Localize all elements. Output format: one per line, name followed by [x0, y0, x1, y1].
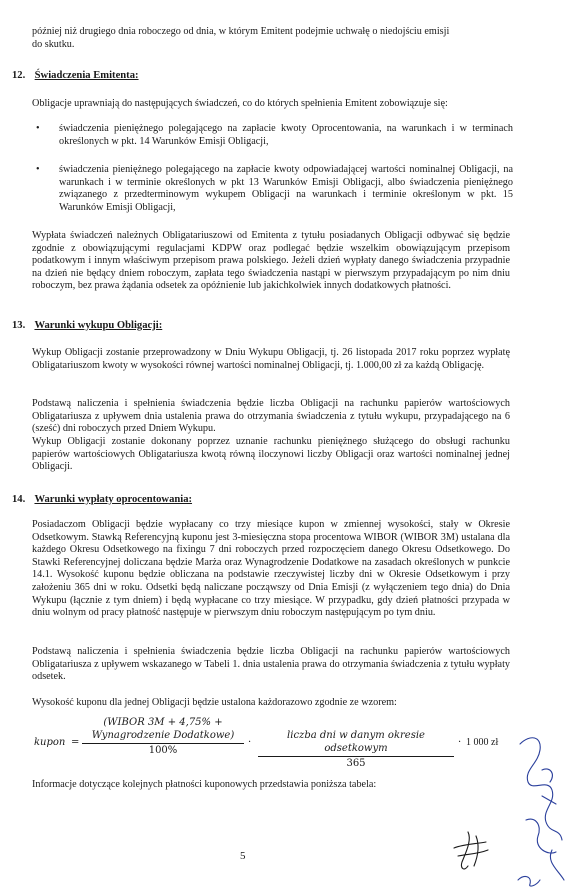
multiply-sign: · — [458, 737, 462, 748]
intro-line-2: do skutku. — [32, 39, 75, 50]
section-13-heading — [12, 320, 162, 333]
section-14-heading — [12, 494, 192, 507]
rate-numerator-line-1: (WIBOR 3M + 4,75% + — [103, 717, 223, 728]
formula-equals: = — [71, 737, 80, 748]
section-number: 14. — [12, 494, 26, 505]
section-13-paragraph-1: Wykup Obligacji zostanie przeprowadzony w Dniu Wykupu Obligacji, tj. 26 listopada 2017 roku poprzez wypłatę Obligatariuszom kwoty w wysokości równej wartości nominalnej Obligacji, tj. 1.000,00 zł za każdą Obligację. — [32, 347, 510, 371]
rate-numerator-line-2: Wynagrodzenie Dodatkowe) — [91, 729, 235, 741]
section-14-paragraph-2: Podstawą naliczenia i spełnienia świadczenia będzie liczba Obligacji na rachunku papierów wartościowych Obligatariusza z upływem wskazanego w Tabeli 1. dnia ustalenia prawa do otrzymania świadczenia z tytułu wypłaty odsetek. — [32, 646, 510, 683]
section-title: Warunki wykupu Obligacji: — [34, 320, 163, 331]
section-number: 13. — [12, 320, 26, 331]
section-14-paragraph-1: Posiadaczom Obligacji będzie wypłacany co trzy miesiące kupon w zmiennej wysokości, stały w Okresie Odsetkowym. Stawką Referencyjną kuponu jest 3-miesięczna stopa procentowa WIBOR (WIBOR 3M) ustalana dla każdego Okresu Odsetkowego na fixingu 7 dni roboczych przed rozpoczęciem danego Okresu Odsetkowego. Do Stawki Referencyjnej doliczana będzie Marża oraz Wynagrodzenie Dodatkowe na zasadach określonych w punkcie 14.1. Wysokość kuponu będzie obliczana na podstawie rzeczywistej liczby dni w Okresie Odsetkowym i przy założeniu 365 dni w roku. Odsetki będą naliczane począwszy od Dnia Emisji (z wyłączeniem tego dnia) do Dnia Wykupu (łącznie z tym dniem) i będą wypłacane co trzy miesiące. W przypadku, gdy dzień płatności przypada w dniu wolnym od pracy płatność następuje w pierwszym dniu roboczym następującym po tym dniu. — [32, 519, 510, 619]
section-12-heading — [12, 70, 139, 83]
rate-denominator: 100% — [148, 745, 178, 757]
formula-intro: Wysokość kuponu dla jednej Obligacji będzie ustalona każdorazowo zgodnie ze wzorem: — [32, 697, 397, 708]
page-number: 5 — [240, 850, 246, 862]
rate-fraction — [82, 717, 244, 758]
bullet-icon: • — [36, 123, 40, 134]
nominal-value: 1 000 zł — [466, 737, 499, 748]
section-number: 12. — [12, 70, 26, 81]
days-denominator: 365 — [346, 758, 366, 770]
section-13-paragraph-2: Podstawą naliczenia i spełnienia świadczenia będzie liczba Obligacji na rachunku papierów wartościowych Obligatariusza z upływem dnia ustalenia prawa do otrzymania świadczenia z tytułu wykupu, przypadającego na 6 (sześć) dni roboczych przed Dniem Wykupu. — [32, 398, 510, 435]
bullet-text: świadczenia pieniężnego polegającego na zapłacie kwoty odpowiadającej wartości nominalnej Obligacji, na warunkach i w terminie określonych w pkt 13 Warunków Emisji Obligacji, albo świadczenia pieniężnego związanego z przedterminowym wykupem Obligacji na warunkach i terminie określonym w pkt. 15 Warunków Emisji Obligacji, — [59, 164, 513, 213]
table-intro: Informacje dotyczące kolejnych płatności kuponowych przedstawia poniższa tabela: — [32, 779, 377, 790]
formula-lhs: kupon — [34, 737, 66, 748]
rate-numerator — [82, 717, 244, 744]
intro-line-1: później niż drugiego dnia roboczego od dnia, w którym Emitent podejmie uchwałę o niedojściu emisji — [32, 26, 450, 37]
coupon-formula — [34, 713, 504, 773]
signature-right-icon — [512, 730, 570, 888]
multiply-sign: · — [248, 737, 252, 748]
days-fraction — [258, 730, 454, 771]
days-numerator: liczba dni w danym okresie odsetkowym — [258, 730, 454, 757]
bullet-text: świadczenia pieniężnego polegającego na zapłacie kwoty Oprocentowania, na warunkach i w terminach określonych w pkt. 14 Warunków Emisji Obligacji, — [59, 123, 513, 147]
bullet-icon: • — [36, 164, 40, 175]
section-title: Warunki wypłaty oprocentowania: — [34, 494, 193, 505]
signature-left-icon — [446, 826, 506, 876]
section-title: Świadczenia Emitenta: — [34, 70, 139, 81]
section-13-paragraph-3: Wykup Obligacji zostanie dokonany poprzez uznanie rachunku pieniężnego służącego do obsługi rachunku papierów wartościowych Obligatariusza kwotą równą iloczynowi liczby Obligacji oraz wartości nominalnej jednej Obligacji. — [32, 436, 510, 473]
section-12-lead: Obligacje uprawniają do następujących świadczeń, co do których spełnienia Emitent zobowiązuje się: — [32, 98, 448, 109]
section-12-paragraph: Wypłata świadczeń należnych Obligatariuszowi od Emitenta z tytułu posiadanych Obligacji odbywać się będzie zgodnie z obowiązującymi regulacjami KDPW oraz podlegać będzie wszelkim obowiązującym przepisom podatkowym i innym właściwym przepisom prawa polskiego. Jeżeli dzień wypłaty danego świadczenia przypadnie na dzień nie będący dniem roboczym, zapłata tego świadczenia nastąpi w pierwszym przypadającym po nim dniu roboczym, bez prawa żądania odsetek za opóźnienie lub jakichkolwiek innych dodatkowych płatności. — [32, 230, 510, 292]
